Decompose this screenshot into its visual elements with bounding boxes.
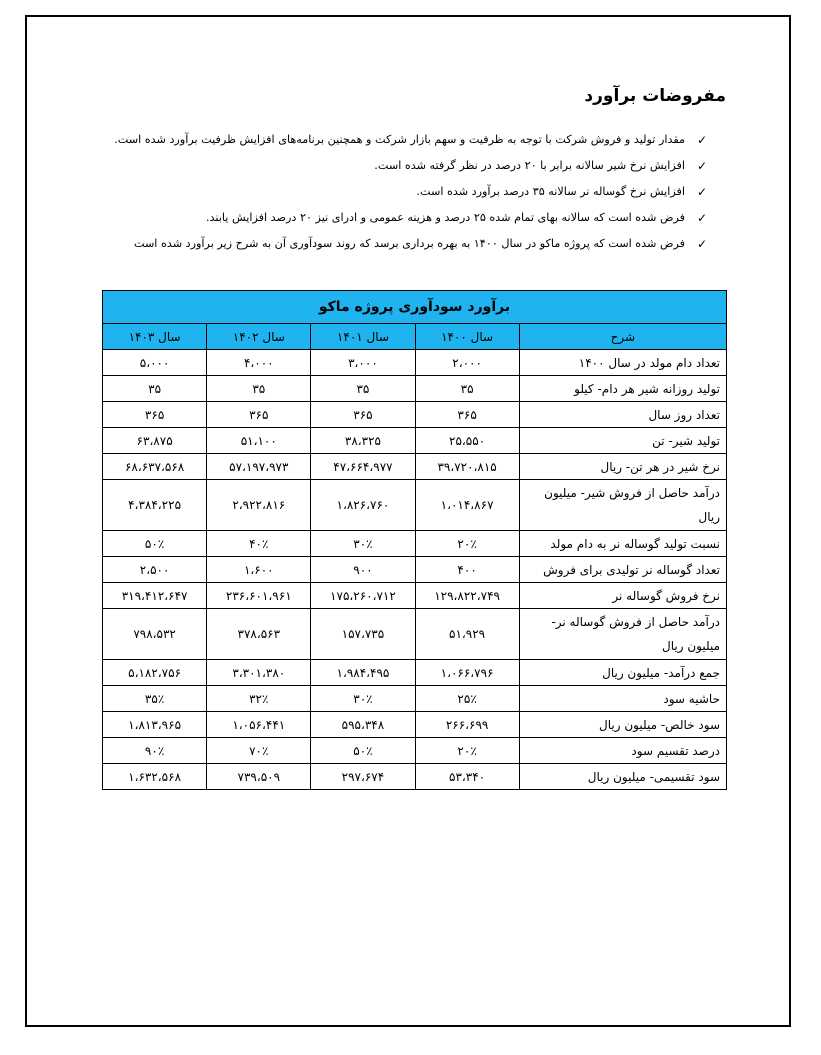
row-label: درصد تقسیم سود (519, 738, 726, 764)
assumption-text: فرض شده است که سالانه بهای تمام شده ۲۵ درصد و هزینه عمومی و ادرای نیز ۲۰ درصد افزایش یابند. (205, 211, 685, 224)
assumption-text: افزایش نرخ گوساله نر سالانه ۳۵ درصد برآورد شده است. (416, 185, 685, 198)
table-row (103, 764, 727, 790)
table-cell: ۲،۰۰۰ (415, 350, 519, 376)
list-item (100, 153, 707, 179)
table-row (103, 738, 727, 764)
table-cell: ۳،۳۰۱،۳۸۰ (207, 660, 311, 686)
table-cell: ۲۶۶،۶۹۹ (415, 712, 519, 738)
table-cell: ۴۰۰ (415, 557, 519, 583)
table-cell: ۵۱،۹۲۹ (415, 609, 519, 660)
table-cell: ۷۹۸،۵۳۲ (103, 609, 207, 660)
row-label: نرخ فروش گوساله نر (519, 583, 726, 609)
table-row (103, 350, 727, 376)
table-cell: ۲۰٪ (415, 738, 519, 764)
table-row (103, 686, 727, 712)
table-cell: ۷۳۹،۵۰۹ (207, 764, 311, 790)
table-row (103, 531, 727, 557)
checkmark-icon: ✓ (696, 237, 707, 251)
row-label: نرخ شیر در هر تن- ریال (519, 454, 726, 480)
table-cell: ۳۷۸،۵۶۳ (207, 609, 311, 660)
table-cell: ۹۰۰ (311, 557, 415, 583)
page-title: مفروضات برآورد (584, 86, 726, 106)
table-cell: ۶۳،۸۷۵ (103, 428, 207, 454)
row-label: تعداد دام مولد در سال ۱۴۰۰ (519, 350, 726, 376)
table-cell: ۳۱۹،۴۱۲،۶۴۷ (103, 583, 207, 609)
column-header: سال ۱۴۰۱ (311, 324, 415, 350)
row-label: سود خالص- میلیون ریال (519, 712, 726, 738)
table-cell: ۵۱،۱۰۰ (207, 428, 311, 454)
table-cell: ۵۰٪ (103, 531, 207, 557)
table-cell: ۶۸،۶۳۷،۵۶۸ (103, 454, 207, 480)
table-cell: ۳۶۵ (311, 402, 415, 428)
assumption-text: مقدار تولید و فروش شرکت با توجه به ظرفیت و سهم بازار شرکت و همچنین برنامه‌های افزایش ظرفیت برآورد شده است. (114, 133, 685, 146)
table-cell: ۳،۰۰۰ (311, 350, 415, 376)
table-cell: ۴۷،۶۶۴،۹۷۷ (311, 454, 415, 480)
table-cell: ۴۰٪ (207, 531, 311, 557)
table-cell: ۴،۰۰۰ (207, 350, 311, 376)
table-cell: ۲،۵۰۰ (103, 557, 207, 583)
table-cell: ۳۵ (311, 376, 415, 402)
table-cell: ۳۵ (103, 376, 207, 402)
table-row (103, 376, 727, 402)
table-row (103, 660, 727, 686)
row-label: تولید روزانه شیر هر دام- کیلو (519, 376, 726, 402)
table-cell: ۵۷،۱۹۷،۹۷۳ (207, 454, 311, 480)
table-cell: ۳۸،۳۲۵ (311, 428, 415, 454)
assumptions-list (100, 127, 707, 257)
table-cell: ۳۶۵ (207, 402, 311, 428)
table-title: برآورد سودآوری پروژه ماکو (103, 291, 727, 324)
table-cell: ۱،۶۰۰ (207, 557, 311, 583)
table-cell: ۳۰٪ (311, 686, 415, 712)
checkmark-icon: ✓ (696, 211, 707, 225)
column-header: شرح (519, 324, 726, 350)
table-row (103, 402, 727, 428)
table-row (103, 609, 727, 660)
table-cell: ۲۵،۵۵۰ (415, 428, 519, 454)
row-label: سود تقسیمی- میلیون ریال (519, 764, 726, 790)
column-header: سال ۱۴۰۰ (415, 324, 519, 350)
table-cell: ۱،۸۲۶،۷۶۰ (311, 480, 415, 531)
table-cell: ۲۳۶،۶۰۱،۹۶۱ (207, 583, 311, 609)
row-label: تعداد روز سال (519, 402, 726, 428)
checkmark-icon: ✓ (696, 185, 707, 199)
row-label: جمع درآمد- میلیون ریال (519, 660, 726, 686)
row-label: درآمد حاصل از فروش گوساله نر- میلیون ریال (519, 609, 726, 660)
table-cell: ۱،۰۱۴،۸۶۷ (415, 480, 519, 531)
table-cell: ۱،۸۱۳،۹۶۵ (103, 712, 207, 738)
table-cell: ۲۰٪ (415, 531, 519, 557)
table-cell: ۳۵ (415, 376, 519, 402)
table-row (103, 712, 727, 738)
table-cell: ۳۰٪ (311, 531, 415, 557)
table-cell: ۱،۰۶۶،۷۹۶ (415, 660, 519, 686)
checkmark-icon: ✓ (696, 133, 707, 147)
table-row (103, 428, 727, 454)
table-cell: ۵۰٪ (311, 738, 415, 764)
table-body (103, 350, 727, 790)
table-cell: ۵،۱۸۲،۷۵۶ (103, 660, 207, 686)
table-row (103, 557, 727, 583)
table-cell: ۳۲٪ (207, 686, 311, 712)
row-label: حاشیه سود (519, 686, 726, 712)
table-cell: ۷۰٪ (207, 738, 311, 764)
table-cell: ۴،۳۸۴،۲۲۵ (103, 480, 207, 531)
row-label: تعداد گوساله نر تولیدی برای فروش (519, 557, 726, 583)
column-header: سال ۱۴۰۳ (103, 324, 207, 350)
row-label: نسبت تولید گوساله نر به دام مولد (519, 531, 726, 557)
table-cell: ۲۵٪ (415, 686, 519, 712)
table-cell: ۱،۰۵۶،۴۴۱ (207, 712, 311, 738)
table-cell: ۳۵ (207, 376, 311, 402)
table-cell: ۱۲۹،۸۲۲،۷۴۹ (415, 583, 519, 609)
row-label: تولید شیر- تن (519, 428, 726, 454)
list-item (100, 205, 707, 231)
profit-table (102, 290, 727, 790)
table-cell: ۵۳،۳۴۰ (415, 764, 519, 790)
checkmark-icon: ✓ (696, 159, 707, 173)
table-cell: ۲،۹۲۲،۸۱۶ (207, 480, 311, 531)
table-cell: ۵۹۵،۳۴۸ (311, 712, 415, 738)
column-header: سال ۱۴۰۲ (207, 324, 311, 350)
table-row (103, 480, 727, 531)
assumption-text: فرض شده است که پروژه ماکو در سال ۱۴۰۰ به بهره برداری برسد که روند سودآوری آن به شرح زیر برآورد شده است (133, 237, 685, 250)
assumption-text: افزایش نرخ شیر سالانه برابر با ۲۰ درصد در نظر گرفته شده است. (374, 159, 685, 172)
table-header-row (103, 324, 727, 350)
table-cell: ۱،۶۳۲،۵۶۸ (103, 764, 207, 790)
table-cell: ۳۵٪ (103, 686, 207, 712)
table-cell: ۳۹،۷۲۰،۸۱۵ (415, 454, 519, 480)
table-cell: ۹۰٪ (103, 738, 207, 764)
table-cell: ۵،۰۰۰ (103, 350, 207, 376)
table-cell: ۱۷۵،۲۶۰،۷۱۲ (311, 583, 415, 609)
profit-table-container (102, 290, 727, 790)
table-row (103, 583, 727, 609)
row-label: درآمد حاصل از فروش شیر- میلیون ریال (519, 480, 726, 531)
table-cell: ۳۶۵ (103, 402, 207, 428)
table-cell: ۳۶۵ (415, 402, 519, 428)
list-item (100, 127, 707, 153)
table-cell: ۲۹۷،۶۷۴ (311, 764, 415, 790)
list-item (100, 231, 707, 257)
table-cell: ۱،۹۸۴،۴۹۵ (311, 660, 415, 686)
table-cell: ۱۵۷،۷۳۵ (311, 609, 415, 660)
list-item (100, 179, 707, 205)
table-row (103, 454, 727, 480)
